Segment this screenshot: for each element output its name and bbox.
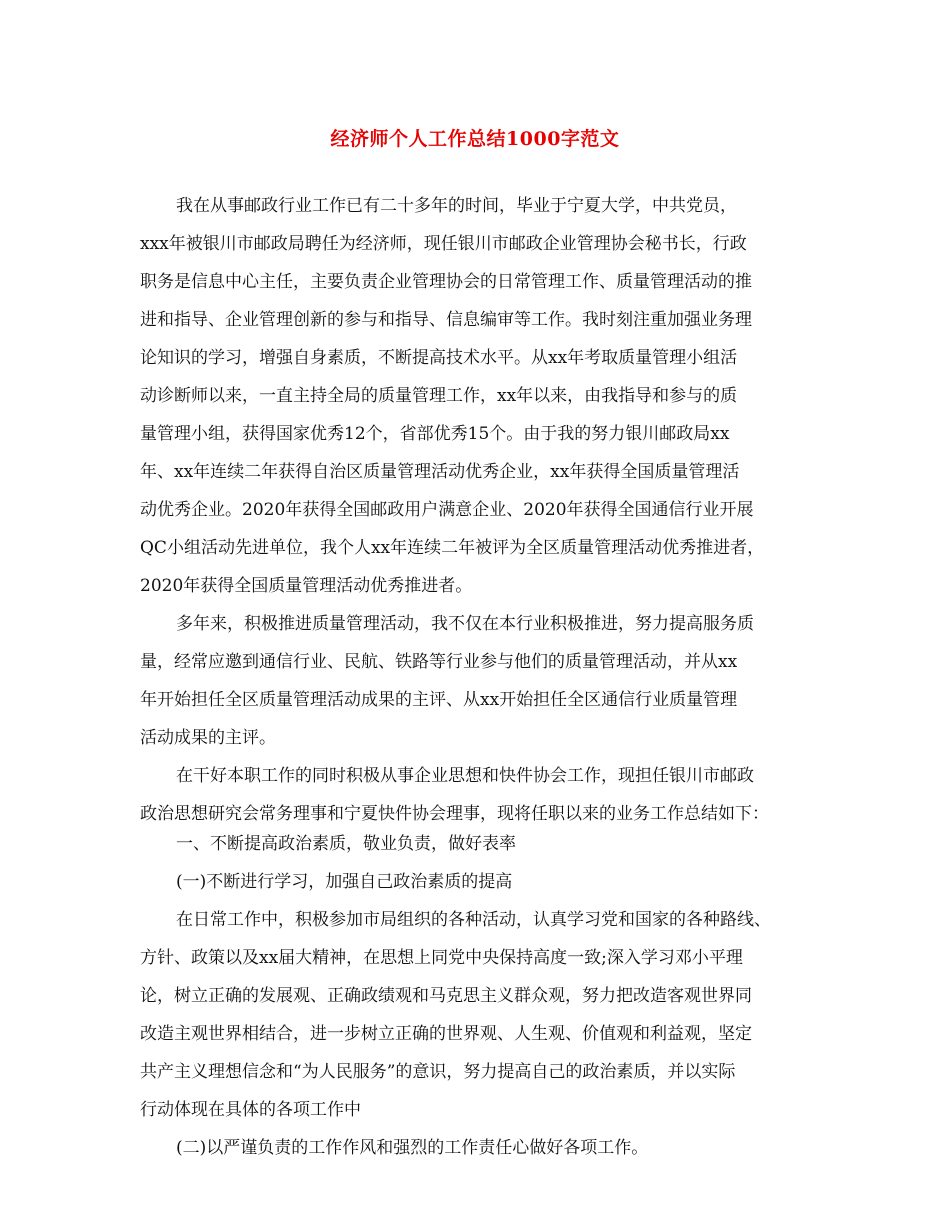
text-line: 年开始担任全区质量管理活动成果的主评、从xx开始担任全区通信行业质量管理: [140, 690, 738, 710]
text-line: 在日常工作中，积极参加市局组织的各种活动，认真学习党和国家的各种路线、: [176, 910, 771, 930]
line-spacer: [140, 449, 820, 457]
line-spacer: [140, 297, 820, 305]
line-spacer: [140, 1087, 820, 1095]
text-line: 动诊断师以来，一直主持全局的质量管理工作，xx年以来，由我指导和参与的质: [140, 386, 738, 406]
text-line: 论知识的学习，增强自身素质，不断提高技术水平。从xx年考取质量管理小组活: [140, 348, 738, 368]
text-line: 量管理小组，获得国家优秀12个，省部优秀15个。由于我的努力银川邮政局xx: [140, 424, 730, 444]
text-line: 论，树立正确的发展观、正确政绩观和马克思主义群众观，努力把改造客观世界同: [140, 986, 752, 1006]
line-spacer: [140, 411, 820, 419]
line-spacer: [140, 715, 820, 723]
text-line: 方针、政策以及xx届大精神，在思想上同党中央保持高度一致;深入学习邓小平理: [140, 948, 743, 968]
document-body: [140, 191, 820, 1163]
text-line: 共产主义理想信念和“为人民服务”的意识，努力提高自己的政治素质，并以实际: [140, 1062, 736, 1082]
document-title: 经济师个人工作总结1000字范文: [330, 128, 620, 150]
line-spacer: [140, 859, 820, 867]
line-spacer: [140, 601, 820, 609]
text-line: 改造主观世界相结合，进一步树立正确的世界观、人生观、价值观和利益观，坚定: [140, 1024, 752, 1044]
text-line: 在干好本职工作的同时积极从事企业思想和快件协会工作，现担任银川市邮政: [176, 766, 754, 786]
text-line: 进和指导、企业管理创新的参与和指导、信息编审等工作。我时刻注重加强业务理: [140, 310, 752, 330]
line-spacer: [140, 897, 820, 905]
text-line: 多年来，积极推进质量管理活动，我不仅在本行业积极推进，努力提高服务质: [176, 614, 754, 634]
text-line: QC小组活动先进单位，我个人xx年连续二年被评为全区质量管理活动优秀推进者，: [140, 538, 765, 558]
line-spacer: [140, 221, 820, 229]
line-spacer: [140, 1125, 820, 1133]
text-line: 一、不断提高政治素质，敬业负责，做好表率: [176, 834, 516, 854]
line-spacer: [140, 563, 820, 571]
text-line: 政治思想研究会常务理事和宁夏快件协会理事，现将任职以来的业务工作总结如下：: [140, 804, 769, 824]
line-spacer: [140, 677, 820, 685]
line-spacer: [140, 487, 820, 495]
text-line: xxx年被银川市邮政局聘任为经济师，现任银川市邮政企业管理协会秘书长，行政: [140, 234, 747, 254]
line-spacer: [140, 373, 820, 381]
line-spacer: [140, 259, 820, 267]
line-spacer: [140, 639, 820, 647]
text-line: 2020年获得全国质量管理活动优秀推进者。: [140, 576, 473, 596]
line-spacer: [140, 1011, 820, 1019]
text-line: (二)以严谨负责的工作作风和强烈的工作责任心做好各项工作。: [176, 1138, 649, 1158]
line-spacer: [140, 791, 820, 799]
text-line: 年、xx年连续二年获得自治区质量管理活动优秀企业，xx年获得全国质量管理活: [140, 462, 740, 482]
line-spacer: [140, 525, 820, 533]
text-line: 我在从事邮政行业工作已有二十多年的时间，毕业于宁夏大学，中共党员，: [176, 196, 737, 216]
text-line: (一)不断进行学习，加强自己政治素质的提高: [176, 872, 513, 892]
line-spacer: [140, 1049, 820, 1057]
line-spacer: [140, 973, 820, 981]
line-spacer: [140, 753, 820, 761]
text-line: 动优秀企业。2020年获得全国邮政用户满意企业、2020年获得全国通信行业开展: [140, 500, 754, 520]
text-line: 活动成果的主评。: [140, 728, 276, 748]
line-spacer: [140, 335, 820, 343]
text-line: 量，经常应邀到通信行业、民航、铁路等行业参与他们的质量管理活动，并从xx: [140, 652, 738, 672]
text-line: 职务是信息中心主任，主要负责企业管理协会的日常管理工作、质量管理活动的推: [140, 272, 752, 292]
line-spacer: [140, 935, 820, 943]
text-line: 行动体现在具体的各项工作中: [140, 1100, 361, 1120]
